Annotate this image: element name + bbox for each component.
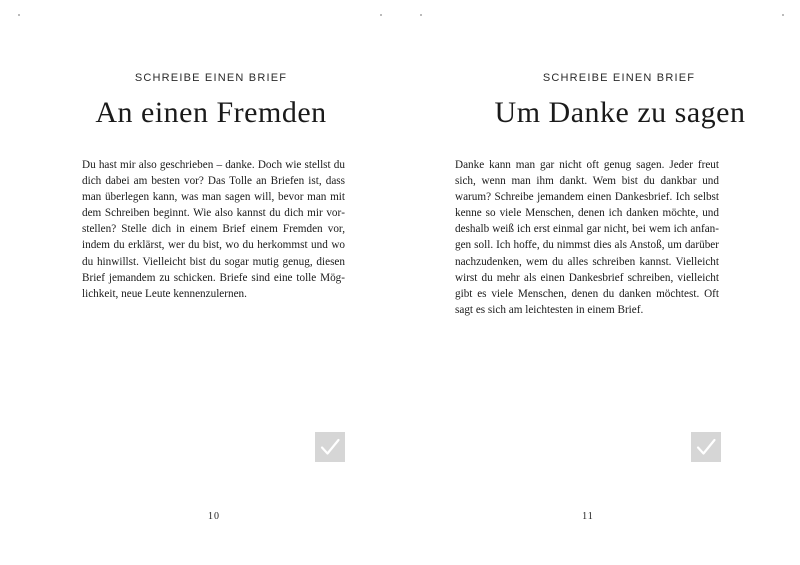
section-kicker: SCHREIBE EINEN BRIEF [542, 72, 696, 84]
crop-mark [18, 14, 20, 16]
crop-mark [420, 14, 422, 16]
page-title: Um Danke zu sagen [494, 96, 746, 129]
right-page [400, 0, 800, 565]
body-paragraph: Danke kann man gar nicht oft genug sagen. Jeder freut sich, wenn man ihm dankt. Wem bist du dankbar und warum? Schreibe jemandem einen Dankesbrief. Ich selbst kenne so viele Menschen, denen ich danken möchte, und deshalb weiß ich erst einmal gar nicht, bei wem ich anfangen soll. Ich hoffe, du nimmst dies als Anstoß, um darüber nachzudenken, wem du alles schreiben kannst. Vielleicht wirst du mehr als einen Dankesbrief schreiben, vielleicht gibt es viele Menschen, denen du danken möchtest. Oft sagt es sich am leichtesten in einem Brief. [455, 159, 719, 316]
checkmark-icon [691, 432, 721, 462]
crop-mark [782, 14, 784, 16]
page-title: An einen Fremden [95, 96, 327, 129]
crop-mark [380, 14, 382, 16]
section-kicker: SCHREIBE EINEN BRIEF [134, 72, 288, 84]
body-paragraph: Du hast mir also geschrieben – danke. Doch wie stellst du dich dabei am besten vor? Das Tolle an Briefen ist, dass man überlegen kann, was man sagen will, bevor man mit dem Schreiben beginnt. Wie also kannst du dich mir vorstellen? Stelle dich in einem Brief einem Fremden vor, indem du erklärst, wer du bist, wo du herkommst und wo du hinwillst. Vielleicht bist du sogar mutig genug, diesen Brief jemandem zu schicken. Briefe sind eine tolle Möglichkeit, neue Leute kennenzulernen. [82, 159, 345, 300]
page-number: 10 [208, 511, 220, 522]
checkbox[interactable] [691, 432, 721, 462]
checkmark-icon [315, 432, 345, 462]
checkbox[interactable] [315, 432, 345, 462]
page-number: 11 [582, 511, 594, 522]
